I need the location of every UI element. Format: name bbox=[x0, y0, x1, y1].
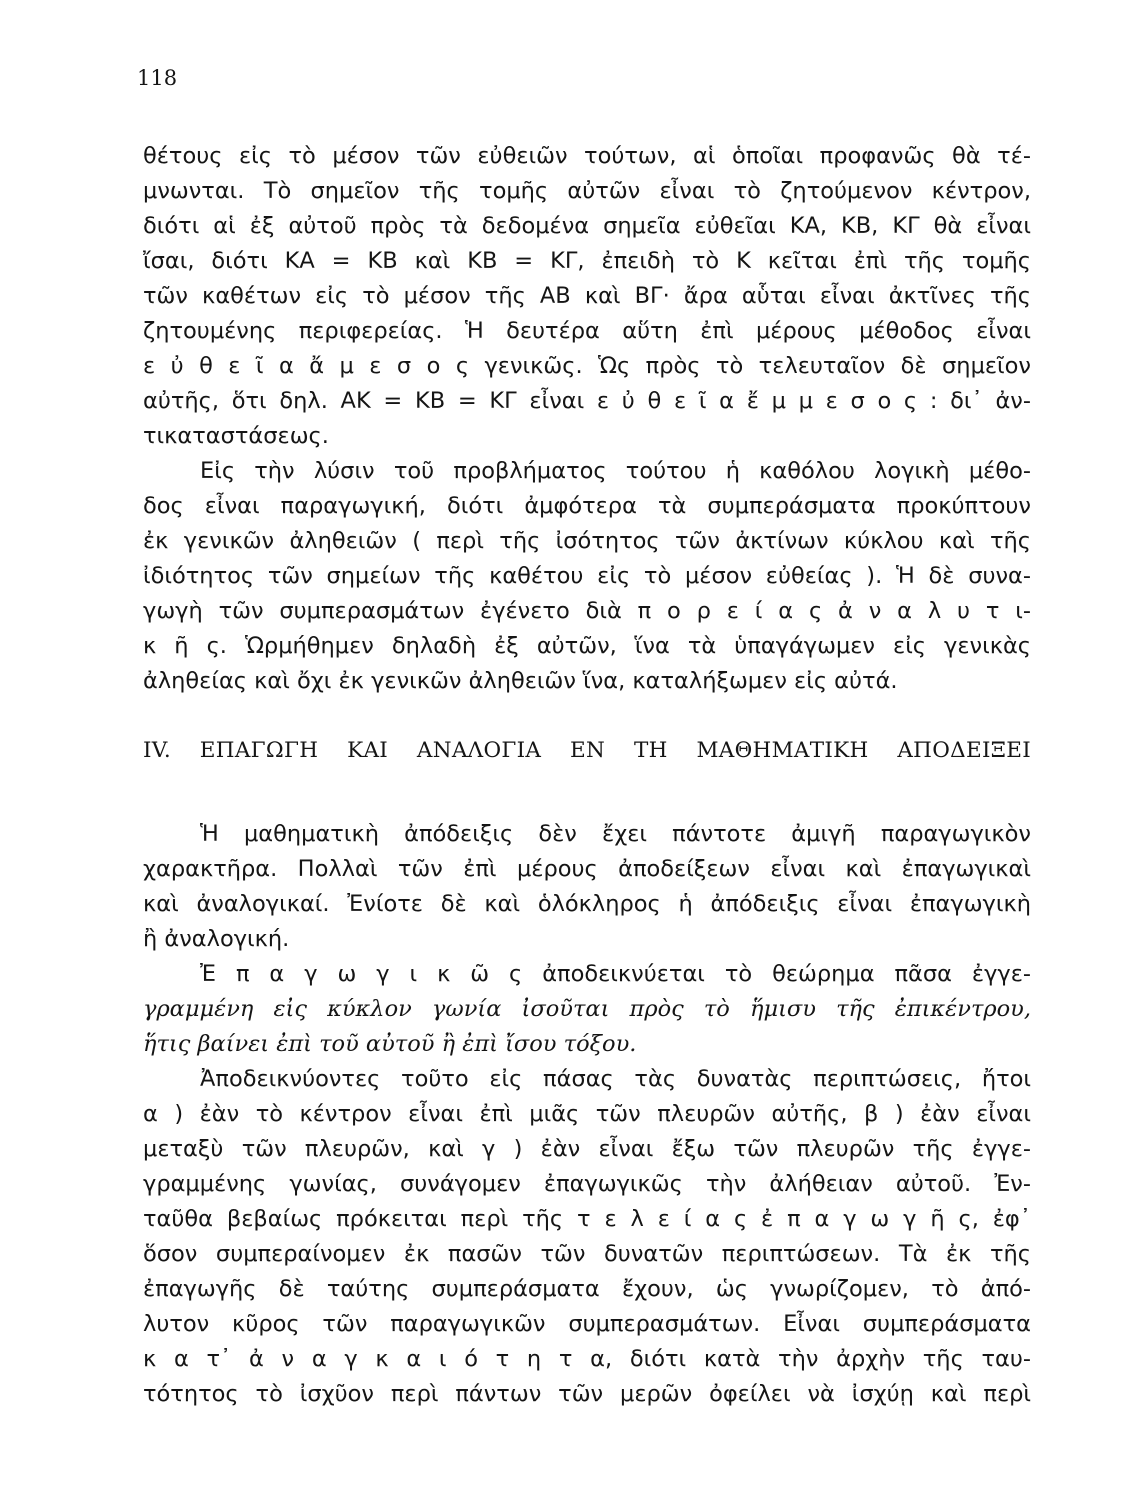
text-line: γωγὴ τῶν συμπερασμάτων ἐγένετο διὰ π ο ρ ε ί α ς ἀ ν α λ υ τ ι- bbox=[143, 598, 1031, 624]
text-line: τῶν καθέτων εἰς τὸ μέσον τῆς ΑΒ καὶ ΒΓ· ἄρα αὗται εἶναι ἀκτῖνες τῆς bbox=[143, 283, 1031, 309]
section-heading: IV. ΕΠΑΓΩΓΗ ΚΑΙ ΑΝΑΛΟΓΙΑ ΕΝ ΤΗ ΜΑΘΗΜΑΤΙΚΗ ΑΠΟΔΕΙΞΕΙ bbox=[143, 738, 1031, 763]
text-line: αὐτῆς, ὅτι δηλ. ΑΚ = ΚΒ = ΚΓ εἶναι ε ὐ θ ε ῖ α ἔ μ μ ε σ ο ς : δι᾽ ἀν- bbox=[143, 388, 1031, 414]
text-line: γραμμένης γωνίας, συνάγομεν ἐπαγωγικῶς τὴν ἀλήθειαν αὐτοῦ. Ἐν- bbox=[143, 1171, 1031, 1197]
text-line: α ) ἐὰν τὸ κέντρον εἶναι ἐπὶ μιᾶς τῶν πλευρῶν αὐτῆς, β ) ἐὰν εἶναι bbox=[143, 1101, 1031, 1127]
text-line: Ἡ μαθηματικὴ ἀπόδειξις δὲν ἔχει πάντοτε ἀμιγῆ παραγωγικὸν bbox=[200, 821, 1031, 847]
text-line: χαρακτῆρα. Πολλαὶ τῶν ἐπὶ μέρους ἀποδείξεων εἶναι καὶ ἐπαγωγικαὶ bbox=[143, 856, 1031, 882]
text-line: ταῦθα βεβαίως πρόκειται περὶ τῆς τ ε λ ε ί α ς ἐ π α γ ω γ ῆ ς, ἐφ᾽ bbox=[143, 1206, 1031, 1232]
text-line: λυτον κῦρος τῶν παραγωγικῶν συμπερασμάτων. Εἶναι συμπεράσματα bbox=[143, 1311, 1031, 1337]
text-line: ἢ ἀναλογική. bbox=[143, 926, 290, 952]
text-line: ὅσον συμπεραίνομεν ἐκ πασῶν τῶν δυνατῶν περιπτώσεων. Τὰ ἐκ τῆς bbox=[143, 1241, 1031, 1267]
text-line: Εἰς τὴν λύσιν τοῦ προβλήματος τούτου ἡ καθόλου λογικὴ μέθο- bbox=[200, 458, 1031, 484]
text-line: διότι αἱ ἐξ αὐτοῦ πρὸς τὰ δεδομένα σημεῖα εὐθεῖαι ΚΑ, ΚΒ, ΚΓ θὰ εἶναι bbox=[143, 213, 1031, 239]
page-number: 118 bbox=[137, 66, 178, 90]
text-line: ἴσαι, διότι ΚΑ = ΚΒ καὶ ΚΒ = ΚΓ, ἐπειδὴ τὸ Κ κεῖται ἐπὶ τῆς τομῆς bbox=[143, 248, 1031, 274]
text-line: θέτους εἰς τὸ μέσον τῶν εὐθειῶν τούτων, αἱ ὁποῖαι προφανῶς θὰ τέ- bbox=[143, 143, 1031, 169]
text-line: κ ῆ ς. Ὡρμήθημεν δηλαδὴ ἐξ αὐτῶν, ἵνα τὰ ὑπαγάγωμεν εἰς γενικὰς bbox=[143, 633, 1031, 659]
text-line: δος εἶναι παραγωγική, διότι ἀμφότερα τὰ συμπεράσματα προκύπτουν bbox=[143, 493, 1031, 519]
text-line: ἐπαγωγῆς δὲ ταύτης συμπεράσματα ἔχουν, ὡς γνωρίζομεν, τὸ ἀπό- bbox=[143, 1276, 1031, 1302]
text-line: ἐκ γενικῶν ἀληθειῶν ( περὶ τῆς ἰσότητος τῶν ἀκτίνων κύκλου καὶ τῆς bbox=[143, 528, 1031, 554]
text-line: ἰδιότητος τῶν σημείων τῆς καθέτου εἰς τὸ μέσον εὐθείας ). Ἡ δὲ συνα- bbox=[143, 563, 1031, 589]
text-line: ε ὐ θ ε ῖ α ἄ μ ε σ ο ς γενικῶς. Ὡς πρὸς τὸ τελευταῖον δὲ σημεῖον bbox=[143, 353, 1031, 379]
theorem-line: γραμμένη εἰς κύκλον γωνία ἰσοῦται πρὸς τὸ ἥμισυ τῆς ἐπικέντρου, bbox=[143, 996, 1031, 1022]
text-line: ἀληθείας καὶ ὄχι ἐκ γενικῶν ἀληθειῶν ἵνα, καταλήξωμεν εἰς αὐτά. bbox=[143, 668, 898, 694]
text-line: μνωνται. Τὸ σημεῖον τῆς τομῆς αὐτῶν εἶναι τὸ ζητούμενον κέντρον, bbox=[143, 178, 1031, 204]
text-line: Ἀποδεικνύοντες τοῦτο εἰς πάσας τὰς δυνατὰς περιπτώσεις, ἤτοι bbox=[200, 1066, 1031, 1092]
text-line: καὶ ἀναλογικαί. Ἐνίοτε δὲ καὶ ὁλόκληρος ἡ ἀπόδειξις εἶναι ἐπαγωγικὴ bbox=[143, 891, 1031, 917]
theorem-line: ἥτις βαίνει ἐπὶ τοῦ αὐτοῦ ἢ ἐπὶ ἴσου τόξου. bbox=[143, 1031, 637, 1057]
text-line: μεταξὺ τῶν πλευρῶν, καὶ γ ) ἐὰν εἶναι ἔξω τῶν πλευρῶν τῆς ἐγγε- bbox=[143, 1136, 1031, 1162]
text-line: τικαταστάσεως. bbox=[143, 423, 329, 449]
text-line: Ἐ π α γ ω γ ι κ ῶ ς ἀποδεικνύεται τὸ θεώρημα πᾶσα ἐγγε- bbox=[200, 961, 1031, 987]
text-line: ζητουμένης περιφερείας. Ἡ δευτέρα αὕτη ἐπὶ μέρους μέθοδος εἶναι bbox=[143, 318, 1031, 344]
text-line: τότητος τὸ ἰσχῦον περὶ πάντων τῶν μερῶν ὀφείλει νὰ ἰσχύῃ καὶ περὶ bbox=[143, 1381, 1031, 1407]
text-line: κ α τ᾽ ἀ ν α γ κ α ι ό τ η τ α, διότι κατὰ τὴν ἀρχὴν τῆς ταυ- bbox=[143, 1346, 1031, 1372]
